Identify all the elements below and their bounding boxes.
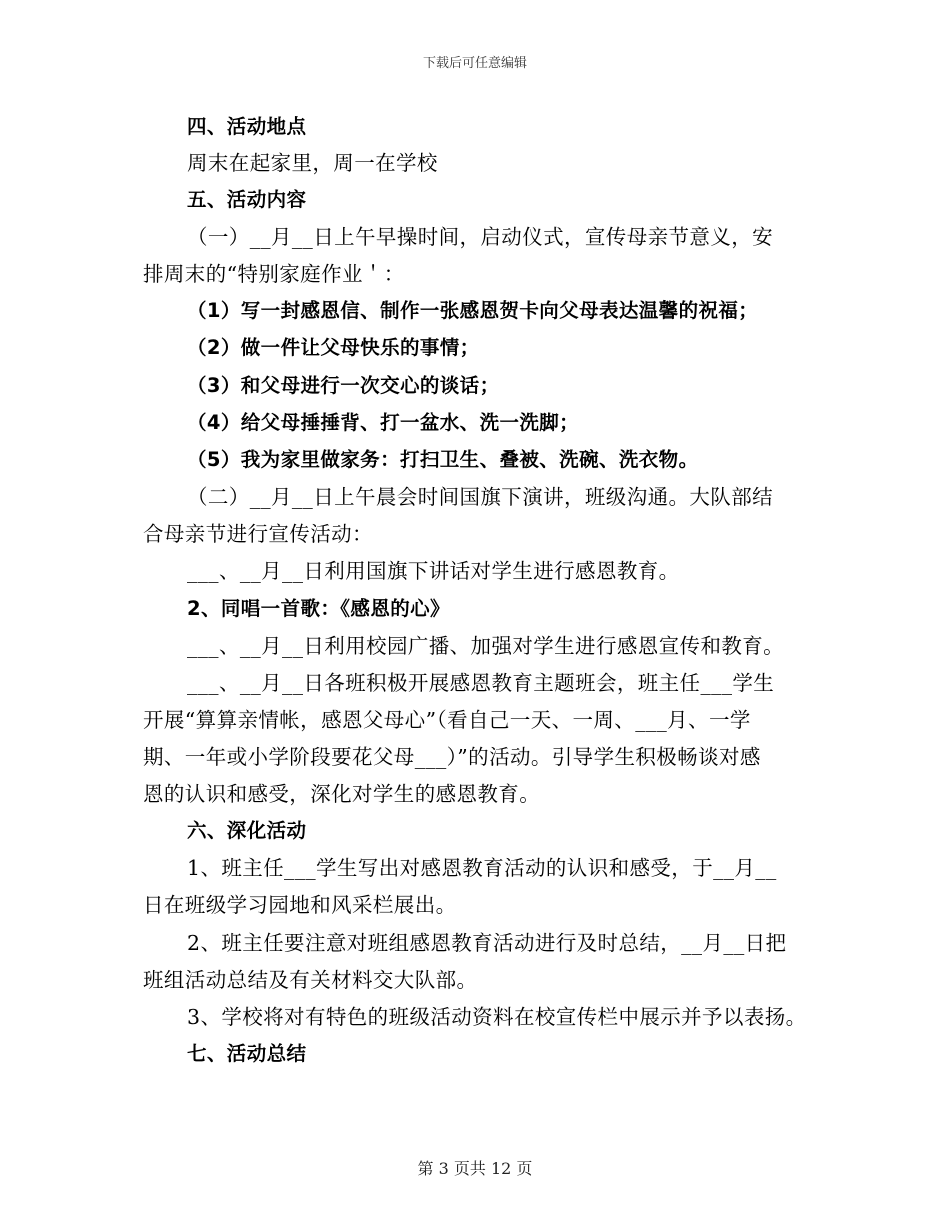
paragraph-line: 日在班级学习园地和风采栏展出。 xyxy=(143,893,457,917)
paragraph-line: 排周末的“特别家庭作业＇： xyxy=(143,262,405,286)
list-item: （3）和父母进行一次交心的谈话； xyxy=(187,374,500,397)
paragraph-line: （二）__月__日上午晨会时间国旗下演讲，班级沟通。大队部结 xyxy=(187,485,773,509)
paragraph-line: 恩的认识和感受，深化对学生的感恩教育。 xyxy=(143,782,541,806)
paragraph-line: 1、班主任___学生写出对感恩教育活动的认识和感受，于__月__ xyxy=(187,856,777,880)
paragraph-line: 3、学校将对有特色的班级活动资料在校宣传栏中展示并予以表扬。 xyxy=(187,1005,807,1029)
paragraph-line: 班组活动总结及有关材料交大队部。 xyxy=(143,968,478,992)
paragraph-line: ___、__月__日利用校园广播、加强对学生进行感恩宣传和教育。 xyxy=(187,634,785,658)
subheading: 2、同唱一首歌：《感恩的心》 xyxy=(187,597,450,620)
paragraph-line: 期、一年或小学阶段要花父母___）”的活动。引导学生积极畅谈对感 xyxy=(143,745,761,769)
section-heading-deepen: 六、深化活动 xyxy=(187,819,307,842)
paragraph-line: 2、班主任要注意对班组感恩教育活动进行及时总结，__月__日把 xyxy=(187,931,787,955)
page-header: 下载后可任意编辑 xyxy=(422,56,527,71)
list-item: （1）写一封感恩信、制作一张感恩贺卡向父母表达温馨的祝福； xyxy=(187,299,759,322)
paragraph-line: 合母亲节进行宣传活动： xyxy=(143,522,373,546)
paragraph-line: （一）__月__日上午早操时间，启动仪式，宣传母亲节意义，安 xyxy=(187,225,773,249)
paragraph-line: ___、__月__日各班积极开展感恩教育主题班会，班主任___学生 xyxy=(187,671,775,695)
list-item: （4）给父母捶捶背、打一盆水、洗一洗脚； xyxy=(187,411,580,434)
section-heading-location: 四、活动地点 xyxy=(187,115,307,138)
list-item: （5）我为家里做家务：打扫卫生、叠被、洗碗、洗衣物。 xyxy=(187,448,699,471)
paragraph-line: 周末在起家里，周一在学校 xyxy=(187,151,438,175)
paragraph-line: 开展“算算亲情帐，感恩父母心”（看自己一天、一周、___月、一学 xyxy=(143,708,751,732)
list-item: （2）做一件让父母快乐的事情； xyxy=(187,336,480,359)
page-footer: 第 3 页共 12 页 xyxy=(417,1159,533,1178)
section-heading-summary: 七、活动总结 xyxy=(187,1042,307,1065)
section-heading-content: 五、活动内容 xyxy=(187,188,307,211)
paragraph-line: ___、__月__日利用国旗下讲话对学生进行感恩教育。 xyxy=(187,559,680,583)
